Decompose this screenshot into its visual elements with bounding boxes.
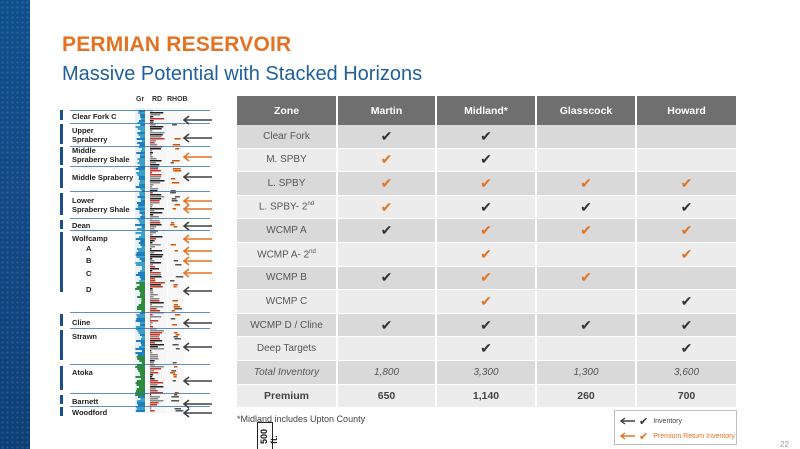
check-cell: [537, 125, 637, 149]
legend-inventory: [619, 414, 682, 428]
check-cell: [338, 125, 437, 149]
check-cell: [437, 290, 537, 314]
inventory-check-icon: ✔: [680, 316, 693, 333]
check-cell: [437, 172, 537, 196]
check-cell: [338, 267, 437, 291]
black-arrow-icon: [619, 417, 635, 425]
zone-label: Wolfcamp: [72, 234, 108, 243]
legend-premium: [619, 429, 735, 443]
col-header-midland: Midland*: [437, 96, 537, 125]
premium-arrow-icon: [182, 201, 212, 219]
check-cell: [437, 337, 537, 361]
check-cell: [338, 290, 437, 314]
check-cell: [637, 337, 736, 361]
inventory-check-icon: ✔: [480, 151, 492, 168]
total-inventory-row-value: 1,800: [338, 361, 437, 385]
checkmark-icon: ✔: [639, 415, 649, 428]
check-cell: [637, 267, 736, 291]
total-inventory-row-value: 3,300: [437, 361, 537, 385]
premium-check-icon: ✔: [580, 269, 592, 286]
zone-label: Barnett: [72, 397, 99, 406]
zone-cell: L. SPBY: [237, 172, 338, 196]
inventory-check-icon: ✔: [580, 198, 592, 215]
zone-marker: [60, 232, 63, 292]
zone-cell: WCMP D / Cline: [237, 314, 338, 338]
zone-label: B: [86, 256, 92, 265]
check-cell: [637, 125, 736, 149]
zone-label: Woodford: [72, 408, 108, 417]
zone-boundary-line: [70, 110, 210, 111]
premium-check-icon: ✔: [380, 198, 393, 215]
premium-row-value: 650: [338, 385, 437, 409]
inventory-check-icon: ✔: [680, 292, 693, 309]
col-header-howard: Howard: [637, 96, 736, 125]
table-row: [237, 290, 736, 314]
page-number: 22: [780, 440, 789, 449]
premium-row-value: 1,140: [437, 385, 537, 409]
zone-label: C: [86, 269, 92, 278]
zone-marker: [60, 124, 63, 144]
check-cell: [338, 337, 437, 361]
zone-cell: WCMP A- 2nd: [237, 243, 338, 267]
zone-label: Atoka: [72, 368, 93, 377]
col-header-martin: Martin: [338, 96, 437, 125]
inventory-check-icon: ✔: [380, 316, 393, 333]
check-cell: [637, 149, 736, 173]
inventory-arrow-icon: [182, 112, 212, 130]
zone-cell: L. SPBY- 2nd: [237, 196, 338, 220]
check-cell: [637, 196, 736, 220]
check-cell: [338, 149, 437, 173]
premium-check-icon: ✔: [680, 245, 693, 262]
zone-label: Lower Spraberry Shale: [72, 196, 130, 214]
premium-check-icon: ✔: [480, 222, 492, 239]
check-cell: [537, 149, 637, 173]
col-header-zone: Zone: [237, 96, 338, 125]
zone-label: Cline: [72, 318, 91, 327]
premium-check-icon: ✔: [480, 174, 492, 191]
zone-marker: [60, 168, 63, 188]
zone-marker: [60, 220, 63, 229]
zone-label: Dean: [72, 221, 91, 230]
table-row: [237, 219, 736, 243]
check-cell: [537, 290, 637, 314]
check-cell: [437, 267, 537, 291]
check-cell: [537, 196, 637, 220]
premium-arrow-icon: [182, 265, 212, 283]
zone-label: Upper Spraberry: [72, 126, 108, 144]
zone-marker: [60, 193, 63, 215]
premium-arrow-icon: [182, 149, 212, 167]
check-cell: [537, 337, 637, 361]
zone-cell: Clear Fork: [237, 125, 338, 149]
zone-cell: Deep Targets: [237, 337, 338, 361]
zone-boundary-line: [70, 364, 210, 365]
orange-arrow-icon: [619, 432, 635, 440]
check-cell: [637, 243, 736, 267]
check-cell: [437, 219, 537, 243]
total-inventory-row: [237, 361, 736, 385]
inventory-arrow-icon: [182, 283, 212, 301]
table-row: [237, 149, 736, 173]
premium-check-icon: ✔: [380, 174, 393, 191]
check-cell: [537, 314, 637, 338]
legend-inventory-label: Inventory: [653, 417, 683, 425]
check-cell: [437, 243, 537, 267]
premium-row-value: 700: [637, 385, 736, 409]
log-header-rd: RD: [152, 96, 163, 103]
table-row: [237, 172, 736, 196]
zone-label: Middle Spraberry Shale: [72, 146, 130, 164]
zone-marker: [60, 147, 63, 165]
zone-label: Middle Spraberry: [72, 173, 134, 182]
zone-label: A: [86, 244, 92, 253]
table-row: [237, 314, 736, 338]
table-row: [237, 196, 736, 220]
zone-cell: M. SPBY: [237, 149, 338, 173]
check-cell: [437, 125, 537, 149]
inventory-table: [237, 96, 736, 408]
check-cell: [537, 267, 637, 291]
check-cell: [637, 290, 736, 314]
premium-check-icon: ✔: [580, 222, 592, 239]
check-cell: [338, 314, 437, 338]
inventory-check-icon: ✔: [380, 127, 393, 144]
inventory-check-icon: ✔: [380, 222, 393, 239]
zone-label: Strawn: [72, 332, 98, 341]
zone-cell: WCMP A: [237, 219, 338, 243]
slide-subtitle: Massive Potential with Stacked Horizons: [62, 63, 423, 85]
slide-title: PERMIAN RESERVOIR: [62, 33, 292, 56]
premium-check-icon: ✔: [480, 245, 492, 262]
total-inventory-row-label: Total Inventory: [237, 361, 338, 385]
col-header-glasscock: Glasscock: [537, 96, 637, 125]
check-cell: [338, 196, 437, 220]
zone-marker: [60, 395, 63, 404]
footnote: *Midland includes Upton County: [237, 414, 366, 424]
premium-check-icon: ✔: [480, 292, 492, 309]
premium-check-icon: ✔: [380, 151, 393, 168]
premium-check-icon: ✔: [680, 222, 693, 239]
inventory-check-icon: ✔: [680, 198, 693, 215]
check-cell: [437, 196, 537, 220]
checkmark-icon: ✔: [639, 430, 649, 443]
check-cell: [637, 219, 736, 243]
check-cell: [537, 172, 637, 196]
check-cell: [537, 219, 637, 243]
check-cell: [338, 172, 437, 196]
zone-boundary-line: [70, 393, 210, 394]
table-row: [237, 125, 736, 149]
zone-cell: WCMP B: [237, 267, 338, 291]
check-cell: [537, 243, 637, 267]
scale-label: 500 ft.: [259, 429, 279, 445]
zone-marker: [60, 366, 63, 390]
premium-check-icon: ✔: [480, 269, 492, 286]
premium-check-icon: ✔: [680, 174, 693, 191]
inventory-check-icon: ✔: [380, 269, 393, 286]
log-header-rhob: RHOB: [167, 96, 188, 103]
inventory-arrow-icon: [182, 130, 212, 148]
total-inventory-row-value: 3,600: [637, 361, 736, 385]
zone-label: D: [86, 285, 92, 294]
inventory-check-icon: ✔: [480, 340, 492, 357]
check-cell: [637, 172, 736, 196]
inventory-check-icon: ✔: [480, 127, 492, 144]
log-header-gr: Gr: [136, 96, 145, 103]
zone-cell: WCMP C: [237, 290, 338, 314]
check-cell: [637, 314, 736, 338]
inventory-check-icon: ✔: [680, 340, 693, 357]
inventory-arrow-icon: [182, 169, 212, 187]
total-inventory-row-value: 1,300: [537, 361, 637, 385]
inventory-arrow-icon: [182, 405, 212, 423]
table-row: [237, 243, 736, 267]
inventory-arrow-icon: [182, 373, 212, 391]
premium-row: [237, 385, 736, 409]
zone-boundary-line: [70, 191, 210, 192]
legend: [614, 410, 737, 445]
check-cell: [437, 314, 537, 338]
left-accent-bar: [0, 0, 30, 449]
premium-row-label: Premium: [237, 385, 338, 409]
zone-label: Clear Fork C: [72, 112, 117, 121]
inventory-arrow-icon: [182, 339, 212, 357]
table-header-row: [237, 96, 736, 125]
legend-premium-label: Premium Return Inventory: [653, 432, 735, 440]
zone-marker: [60, 110, 63, 120]
zone-marker: [60, 330, 63, 360]
zone-marker: [60, 407, 63, 416]
check-cell: [338, 219, 437, 243]
premium-check-icon: ✔: [580, 174, 592, 191]
inventory-check-icon: ✔: [480, 316, 492, 333]
inventory-check-icon: ✔: [480, 198, 492, 215]
zone-marker: [60, 314, 63, 326]
check-cell: [338, 243, 437, 267]
inventory-arrow-icon: [182, 315, 212, 333]
check-cell: [437, 149, 537, 173]
premium-row-value: 260: [537, 385, 637, 409]
inventory-check-icon: ✔: [580, 316, 592, 333]
table-row: [237, 267, 736, 291]
zone-boundary-line: [70, 312, 210, 313]
table-row: [237, 337, 736, 361]
